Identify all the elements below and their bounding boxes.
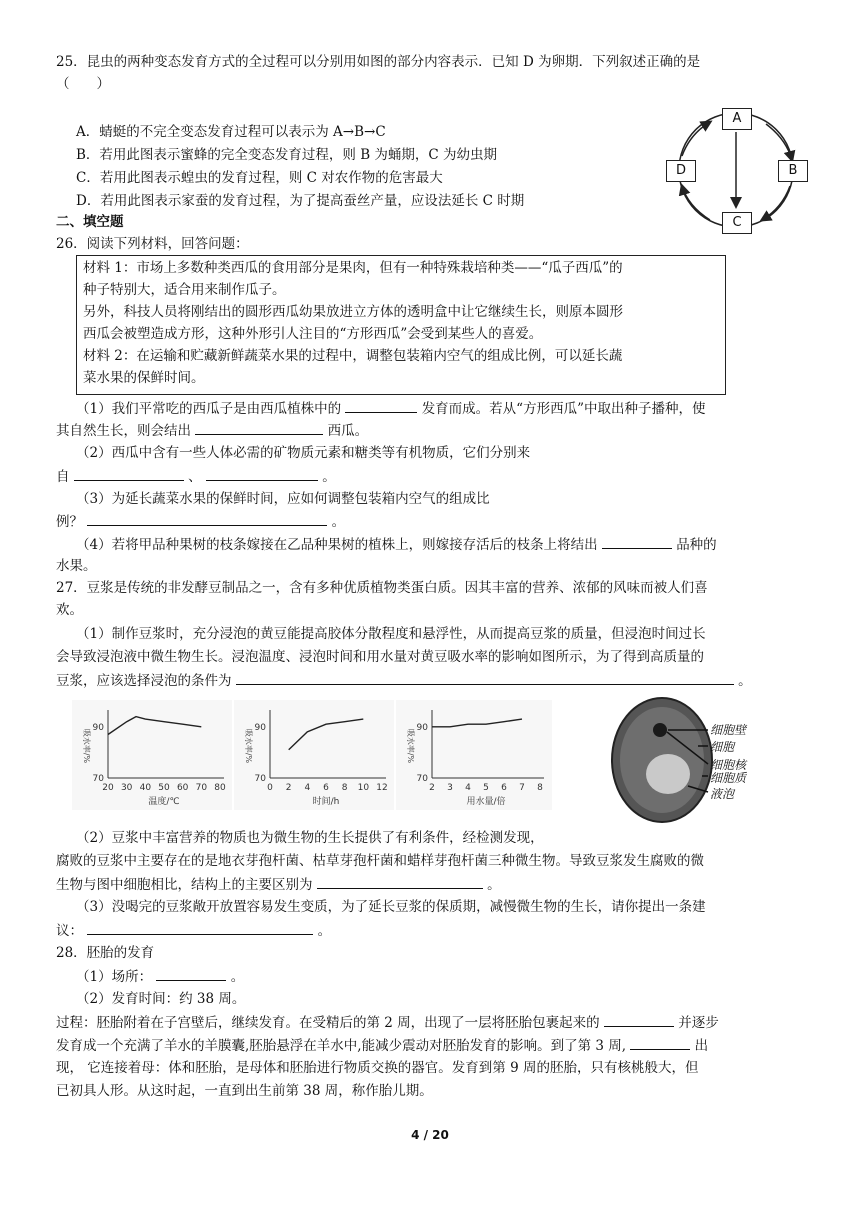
q26-part1-cont: 其自然生长，则会结出 西瓜。 (56, 420, 368, 441)
cell-label-cytoplasm: 细胞质 (710, 771, 747, 785)
answer-blank[interactable] (87, 511, 327, 526)
page-number: 4 / 20 (411, 1128, 449, 1142)
cell-label-wall: 细胞壁 (710, 723, 747, 737)
chart-time (234, 700, 394, 810)
x-tick-label: 3 (447, 783, 453, 793)
q27-part1: （1）制作豆浆时，充分浸泡的黄豆能提高胶体分散程度和悬浮性，从而提高豆浆的质量，但浸泡时间过长 (76, 626, 706, 642)
q26-part4: （4）若将甲品种果树的枝条嫁接在乙品种果树的植株上，则嫁接存活后的枝条上将结出 品种的 (76, 534, 717, 555)
x-tick-label: 60 (176, 783, 189, 793)
section-heading: 二、填空题 (56, 214, 124, 230)
q27-part2-cont: 腐败的豆浆中主要存在的是地衣芽孢杆菌、枯草芽孢杆菌和蜡样芽孢杆菌三种微生物。导致豆浆发生腐败的微 (56, 853, 704, 869)
x-tick-label: 2 (285, 783, 292, 793)
q28-part2: （2）发育时间：约 38 周。 (76, 991, 246, 1007)
answer-blank[interactable] (236, 670, 734, 685)
x-axis-label: 时间/h (312, 797, 340, 807)
x-tick-label: 40 (139, 783, 152, 793)
x-tick-label: 70 (195, 783, 208, 793)
y-axis-label: 吸水率/% (406, 728, 415, 764)
answer-blank[interactable] (206, 466, 318, 481)
stage-a-box: A (722, 108, 752, 130)
q27-part2-end: 生物与图中细胞相比，结构上的主要区别为 。 (56, 874, 501, 895)
series-line (108, 717, 201, 735)
q25-option-a: A．蜻蜓的不完全变态发育过程可以表示为 A→B→C (76, 124, 386, 140)
material-box (76, 255, 726, 395)
series-line (289, 719, 364, 750)
x-tick-label: 6 (501, 783, 507, 793)
x-tick-label: 4 (304, 783, 311, 793)
q28-process-1: 过程：胚胎附着在子宫壁后，继续发育。在受精后的第 2 周，出现了一层将胚胎包裹起来的 并逐步 (56, 1012, 719, 1033)
x-tick-label: 0 (267, 783, 273, 793)
chart-temperature (72, 700, 232, 810)
material-line: 种子特别大，适合用来制作瓜子。 (83, 282, 286, 298)
x-tick-label: 8 (341, 783, 348, 793)
stage-c-box: C (722, 212, 752, 234)
q27-part1-cont: 会导致浸泡液中微生物生长。浸泡温度、浸泡时间和用水量对黄豆吸水率的影响如图所示，为了得到高质量的 (56, 649, 704, 665)
chart-water-svg (396, 700, 552, 810)
q26-part2-cont: 自 、 。 (56, 466, 336, 487)
q27-part3: （3）没喝完的豆浆敞开放置容易发生变质，为了延长豆浆的保质期，减慢微生物的生长，请你提出一条建 (76, 899, 706, 915)
y-tick-label: 70 (92, 774, 104, 784)
x-axis-label: 温度/℃ (148, 797, 180, 807)
q28-process-2: 发育成一个充满了羊水的羊膜囊,胚胎悬浮在羊水中,能减少震动对胚胎发育的影响。到了第 3 周, 出 (56, 1035, 708, 1056)
q28-process-3: 现， 它连接着母：体和胚胎，是母体和胚胎进行物质交换的器官。发育到第 9 周的胚胎，只有核桃般大，但 (56, 1060, 699, 1076)
chart-water (396, 700, 552, 810)
q25-paren: （ ） (56, 76, 110, 92)
x-axis-label: 用水量/倍 (466, 797, 506, 807)
material-line: 材料 2：在运输和贮藏新鲜蔬菜水果的过程中，调整包装箱内空气的组成比例，可以延长蔬 (83, 348, 623, 364)
answer-blank[interactable] (630, 1035, 690, 1050)
answer-blank[interactable] (87, 920, 313, 935)
x-tick-label: 12 (376, 783, 388, 793)
cell-label-vacuole: 液泡 (710, 787, 735, 801)
x-tick-label: 30 (120, 783, 133, 793)
q26-part4-cont: 水果。 (56, 558, 97, 574)
q25-option-b: B．若用此图表示蜜蜂的完全变态发育过程，则 B 为蛹期，C 为幼虫期 (76, 147, 498, 163)
answer-blank[interactable] (195, 420, 323, 435)
q26-part1: （1）我们平常吃的西瓜子是由西瓜植株中的 发育而成。若从“方形西瓜”中取出种子播种，使 (76, 398, 706, 419)
x-tick-label: 6 (323, 783, 329, 793)
y-tick-label: 90 (416, 722, 428, 733)
q26-part3: （3）为延长蔬菜水果的保鲜时间，应如何调整包装箱内空气的组成比 (76, 491, 490, 507)
y-tick-label: 70 (416, 774, 428, 784)
y-tick-label: 90 (92, 722, 104, 733)
answer-blank[interactable] (317, 874, 483, 889)
answer-blank[interactable] (604, 1012, 674, 1027)
x-tick-label: 80 (214, 783, 226, 793)
y-tick-label: 70 (254, 774, 266, 784)
y-tick-label: 90 (254, 722, 266, 733)
q26-part3-cont: 例？ 。 (56, 511, 345, 532)
cell-label-cell: 细胞 (710, 740, 735, 754)
x-tick-label: 7 (519, 783, 525, 793)
answer-blank[interactable] (345, 398, 417, 413)
life-cycle-diagram (666, 104, 816, 236)
x-tick-label: 10 (357, 783, 370, 793)
x-tick-label: 20 (102, 783, 114, 793)
q27-stem-cont: 欢。 (56, 602, 83, 618)
q28-process-4: 已初具人形。从这时起，一直到出生前第 38 周，称作胎儿期。 (56, 1083, 433, 1099)
q26-stem: 26．阅读下列材料，回答问题： (56, 236, 249, 252)
material-line: 菜水果的保鲜时间。 (83, 370, 205, 386)
y-axis-label: 吸水率/% (244, 728, 253, 764)
q28-stem: 28．胚胎的发育 (56, 945, 155, 961)
material-line: 西瓜会被塑造成方形，这种外形引人注目的“方形西瓜”会受到某些人的喜爱。 (83, 326, 543, 342)
answer-blank[interactable] (602, 534, 672, 549)
q28-part1: （1）场所： 。 (76, 966, 244, 987)
chart-time-svg (234, 700, 394, 810)
cell-diagram (610, 694, 800, 826)
x-tick-label: 8 (537, 783, 543, 793)
material-line: 材料 1：市场上多数种类西瓜的食用部分是果肉，但有一种特殊栽培种类——“瓜子西瓜”的 (83, 260, 623, 276)
q25-option-c: C．若用此图表示蝗虫的发育过程，则 C 对农作物的危害最大 (76, 170, 443, 186)
material-line: 另外，科技人员将刚结出的圆形西瓜幼果放进立方体的透明盒中让它继续生长，则原本圆形 (83, 304, 623, 320)
q26-part2: （2）西瓜中含有一些人体必需的矿物质元素和糖类等有机物质，它们分别来 (76, 445, 531, 461)
x-tick-label: 50 (158, 783, 170, 793)
y-axis-label: 吸水率/% (82, 728, 91, 764)
answer-blank[interactable] (74, 466, 184, 481)
q25-stem: 25．昆虫的两种变态发育方式的全过程可以分别用如图的部分内容表示．已知 D 为卵期．下列叙述正确的是 (56, 54, 701, 70)
x-tick-label: 5 (483, 783, 489, 793)
stage-b-box: B (778, 160, 808, 182)
stage-d-box: D (666, 160, 696, 182)
x-tick-label: 4 (465, 783, 471, 793)
q27-part3-cont: 议： 。 (56, 920, 331, 941)
answer-blank[interactable] (156, 966, 226, 981)
q27-part2: （2）豆浆中丰富营养的物质也为微生物的生长提供了有利条件，经检测发现， (76, 830, 544, 846)
q25-option-d: D．若用此图表示家蚕的发育过程，为了提高蚕丝产量，应设法延长 C 时期 (76, 193, 525, 209)
series-line (432, 719, 522, 727)
q27-part1-end: 豆浆，应该选择浸泡的条件为 。 (56, 670, 752, 691)
cell-label-nucleus: 细胞核 (710, 758, 747, 772)
q27-stem: 27．豆浆是传统的非发酵豆制品之一，含有多种优质植物类蛋白质。因其丰富的营养、浓郁的风味而被人们喜 (56, 580, 708, 596)
chart-temperature-svg (72, 700, 232, 810)
x-tick-label: 2 (429, 783, 435, 793)
